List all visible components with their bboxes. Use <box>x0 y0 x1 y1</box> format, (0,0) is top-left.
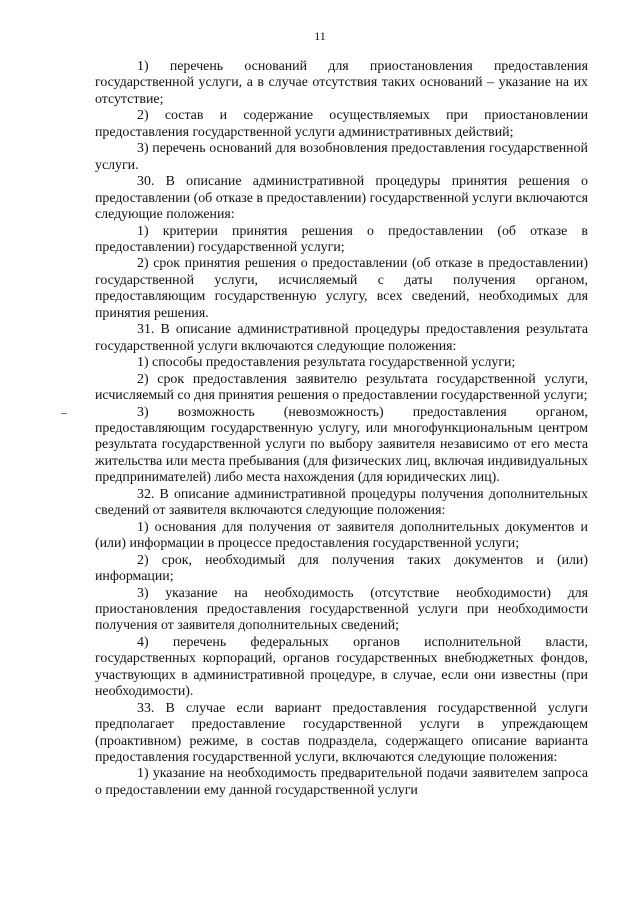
paragraph: 1) перечень оснований для приостановления предоставления государственной услуги, а в случае отсутствия таких оснований – указание на их отсутствие; <box>95 59 588 107</box>
paragraph: 1) основания для получения от заявителя дополнительных документов и (или) информации в процессе предоставления государственной услуги; <box>95 519 588 552</box>
paragraph: 2) состав и содержание осуществляемых при приостановлении предоставления государственной услуги административных действий; <box>95 108 588 140</box>
paragraph: 33. В случае если вариант предоставления государственной услуги предполагает предоставление государственной услуги в упреждающем (проактивном) режиме, в состав подраздела, содержащего описание варианта предоставления государственной услуги, включаются следующие положения: <box>95 700 588 766</box>
document-body <box>95 59 588 799</box>
paragraph: 3) указание на необходимость (отсутствие необходимости) для приостановления предоставления государственной услуги при необходимости получения от заявителя дополнительных сведений; <box>95 585 588 634</box>
paragraph: 3) возможность (невозможность) предоставления органом, предоставляющим государственную услугу, или многофункциональным центром результата государственной услуги по выбору заявителя независимо от его места жительства или места пребывания (для физических лиц, включая индивидуальных предпринимателей) либо места нахождения (для юридических лиц). <box>95 404 588 486</box>
paragraph: 30. В описание административной процедуры принятия решения о предоставлении (об отказе в предоставлении) государственной услуги включаются следующие положения: <box>95 174 588 223</box>
paragraph: 4) перечень федеральных органов исполнительной власти, государственных корпораций, органов государственных внебюджетных фондов, участвующих в административной процедуре, в случае, если они известны (при необходимости). <box>95 634 588 700</box>
margin-mark <box>61 413 67 414</box>
paragraph: 1) критерии принятия решения о предоставлении (об отказе в предоставлении) государственной услуги; <box>95 223 588 255</box>
paragraph: 2) срок предоставления заявителю результата государственной услуги, исчисляемый со дня принятия решения о предоставлении государственной услуги; <box>95 371 588 404</box>
paragraph: 1) указание на необходимость предварительной подачи заявителем запроса о предоставлении ему данной государственной услуги <box>95 766 588 798</box>
paragraph: 32. В описание административной процедуры получения дополнительных сведений от заявителя включаются следующие положения: <box>95 486 588 519</box>
paragraph: 1) способы предоставления результата государственной услуги; <box>137 355 516 371</box>
paragraph: 3) перечень оснований для возобновления предоставления государственной услуги. <box>95 141 588 173</box>
page-number: 11 <box>314 29 326 43</box>
paragraph: 31. В описание административной процедуры предоставления результата государственной услуги включаются следующие положения: <box>95 322 588 354</box>
paragraph: 2) срок принятия решения о предоставлении (об отказе в предоставлении) государственной услуги, исчисляемый с даты получения органом, предоставляющим государственную услугу, всех сведений, необходимых для принятия решения. <box>95 256 588 321</box>
paragraph: 2) срок, необходимый для получения таких документов и (или) информации; <box>95 552 588 585</box>
